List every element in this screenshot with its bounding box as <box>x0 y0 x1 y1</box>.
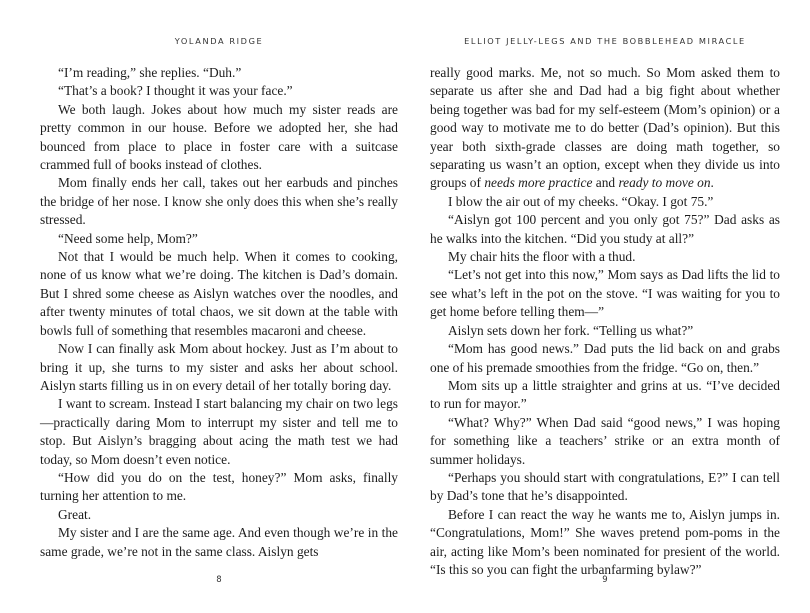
continued-paragraph <box>430 64 780 193</box>
text-run: and <box>592 175 619 191</box>
paragraph: “Mom has good news.” Dad puts the lid back on and grabs one of his premade smoothies from the fridge. “Go on, then.” <box>430 341 780 375</box>
paragraph: My sister and I are the same age. And even though we’re in the same grade, we’re not in the same class. Aislyn gets <box>40 525 398 559</box>
paragraph: “I’m reading,” she replies. “Duh.” <box>58 65 242 80</box>
page-number-left: 8 <box>216 575 222 585</box>
running-head-title: ELLIOT JELLY-LEGS AND THE BOBBLEHEAD MIRACLE <box>464 36 746 46</box>
paragraph: “Need some help, Mom?” <box>58 230 198 246</box>
paragraph: My chair hits the floor with a thud. <box>448 249 636 265</box>
paragraph: Mom sits up a little straighter and grins at us. “I’ve decided to run for mayor.” <box>430 377 780 412</box>
italic-phrase: needs more practice <box>484 175 593 191</box>
paragraph: “What? Why?” When Dad said “good news,” I was hoping for something like a teachers’ strike or an extra month of summer holidays. <box>430 414 780 467</box>
left-page <box>40 0 398 613</box>
paragraph: I want to scream. Instead I start balancing my chair on two legs—practically daring Mom to interrupt my sister and tell me to stop. But Aislyn’s bragging about acing the math test we had today, so Mom doesn’t even notice. <box>40 396 398 467</box>
text-run: really good marks. Me, not so much. So Mom asked them to separate us after she and Dad had a big fight about whether being together was bad for my self-esteem (Mom’s opinion) or a good way to motivate me to do better (Dad’s opinion). But this year both sixth-grade classes are doing math together, so separating us wasn’t an option, except when they divide us into groups of <box>430 65 780 191</box>
running-head-author: YOLANDA RIDGE <box>174 36 264 46</box>
page-number-right: 9 <box>602 575 608 585</box>
paragraph: Before I can react the way he wants me to, Aislyn jumps in. “Congratulations, Mom!” She waves pretend pom-poms in the air, acting like Mom’s been nominated for presient of the world. “Is this so you can fight the urbanfarming bylaw?” <box>430 506 780 577</box>
paragraph: Great. <box>58 506 92 522</box>
paragraph: Not that I would be much help. When it comes to cooking, none of us know what we’re doing. The kitchen is Dad’s domain. But I shred some cheese as Aislyn watches over the noodles, and after twenty minutes of total chaos, we sit down at the table with bowls full of something that resembles macaroni and cheese. <box>40 249 398 338</box>
text-run: . <box>710 175 714 191</box>
italic-phrase: ready to move on <box>618 175 711 191</box>
paragraph: “That’s a book? I thought it was your face.” <box>58 83 293 99</box>
paragraph: “Aislyn got 100 percent and you only got 75?” Dad asks as he walks into the kitchen. “Did you study at all?” <box>430 212 780 246</box>
paragraph: Aislyn sets down her fork. “Telling us what?” <box>448 322 694 338</box>
paragraph: Mom finally ends her call, takes out her earbuds and pinches the bridge of her nose. I know she only does this when she’s really stressed. <box>40 175 398 228</box>
right-page <box>430 0 780 613</box>
left-page-text <box>40 64 398 561</box>
paragraph: “Let’s not get into this now,” Mom says as Dad lifts the lid to see what’s left in the pot on the stove. “I was waiting for you to get home before telling them—” <box>430 267 780 320</box>
paragraph: “Perhaps you should start with congratulations, E?” I can tell by Dad’s tone that he’s disappointed. <box>430 469 780 504</box>
paragraph: “How did you do on the test, honey?” Mom asks, finally turning her attention to me. <box>40 469 398 504</box>
paragraph: Now I can finally ask Mom about hockey. Just as I’m about to bring it up, she turns to my sister and asks her about school. Aislyn starts filling us in on every detail of her totally boring day. <box>40 341 398 393</box>
paragraph: We both laugh. Jokes about how much my sister reads are pretty common in our house. Before we adopted her, she had bounced from place to place in foster care with a suitcase crammed full of books instead of clothes. <box>40 101 398 173</box>
paragraph: I blow the air out of my cheeks. “Okay. I got 75.” <box>448 193 714 209</box>
right-page-text <box>430 64 780 579</box>
